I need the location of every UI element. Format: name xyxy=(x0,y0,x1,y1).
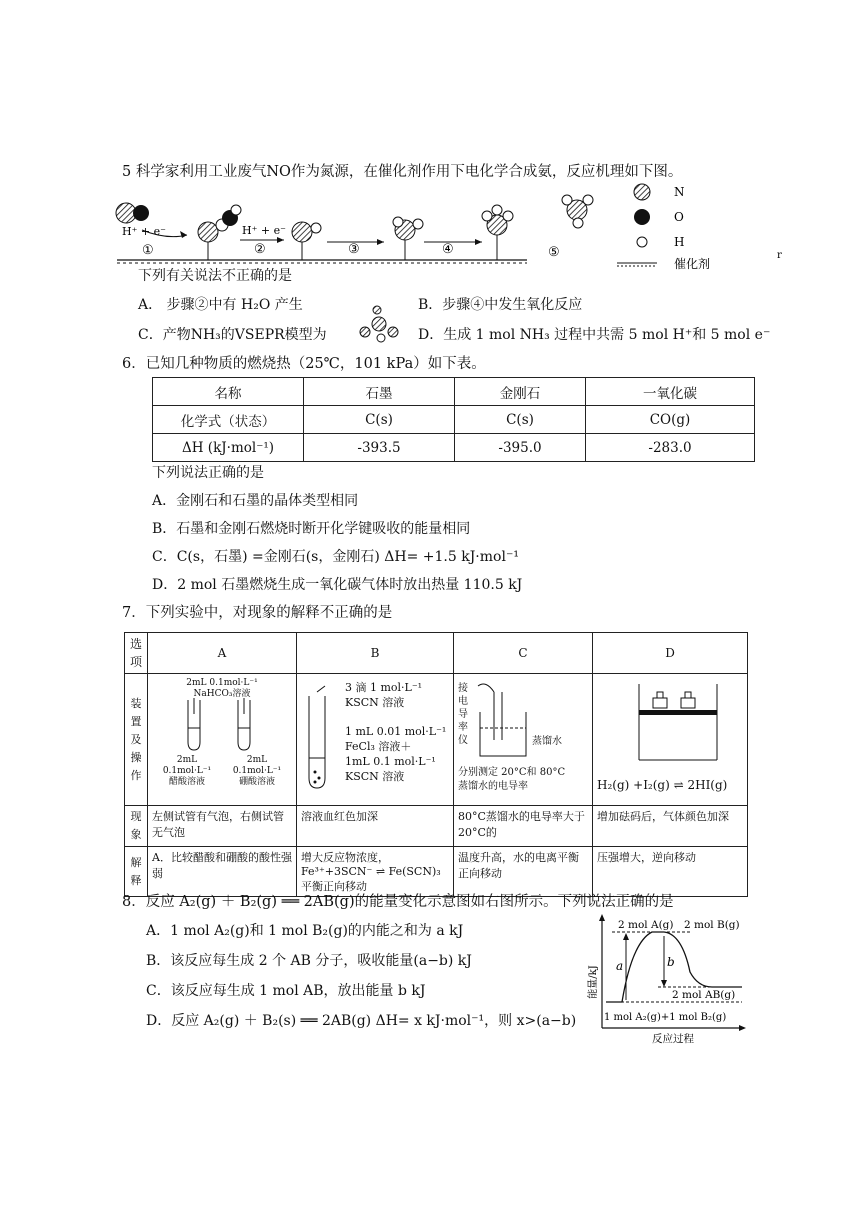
b-line1: 3 滴 1 mol·L⁻¹ xyxy=(345,681,423,694)
q5-option-a: A． 步骤②中有 H₂O 产生 xyxy=(138,297,303,313)
beaker-figure xyxy=(474,682,538,762)
legend-h: H xyxy=(674,235,685,249)
q5-stem: 5 科学家利用工业废气NO作为氮源，在催化剂作用下电化学合成氨，反应机理如下图。 xyxy=(122,164,683,180)
legend-n: N xyxy=(674,185,685,199)
table-cell: C(s) xyxy=(304,406,455,434)
table-cell: 名称 xyxy=(153,378,304,406)
q5-option-c: C．产物NH₃的VSEPR模型为 xyxy=(138,327,327,343)
table-row xyxy=(125,633,748,674)
q8-option-c: C．该反应每生成 1 mol AB，放出能量 b kJ xyxy=(146,983,426,999)
piston-figure xyxy=(635,680,721,762)
a-top-label: 2mL 0.1mol·L⁻¹ xyxy=(186,678,258,688)
table-cell: -393.5 xyxy=(304,434,455,462)
step5-num: ⑤ xyxy=(548,245,560,260)
table-cell: 化学式（状态） xyxy=(153,406,304,434)
q6-option-c: C．C(s，石墨) =金刚石(s，金刚石) ΔH= +1.5 kJ·mol⁻¹ xyxy=(152,549,519,565)
b-line4: FeCl₃ 溶液＋ xyxy=(345,740,412,753)
c-text1: 分别测定 20°C和 80°C xyxy=(458,767,566,778)
phenomenon-b: 溶液血红色加深 xyxy=(297,806,454,847)
table-row xyxy=(125,674,748,806)
step2-num: ② xyxy=(254,242,266,257)
c-label: 接电导率仪 xyxy=(458,683,468,746)
table-cell: -395.0 xyxy=(455,434,586,462)
table-cell: CO(g) xyxy=(586,406,755,434)
b-line6: KSCN 溶液 xyxy=(345,770,405,783)
table-cell: D xyxy=(593,633,748,674)
b-line5: 1mL 0.1 mol·L⁻¹ xyxy=(345,755,436,768)
a-top-label2: NaHCO₃溶液 xyxy=(193,689,251,699)
step4-num: ④ xyxy=(442,242,454,257)
table-cell: C(s) xyxy=(455,406,586,434)
table-cell: -283.0 xyxy=(586,434,755,462)
table-cell: 金刚石 xyxy=(455,378,586,406)
q6-combustion-table xyxy=(152,377,755,462)
q6-stem: 6．已知几种物质的燃烧热（25℃，101 kPa）如下表。 xyxy=(122,356,486,372)
table-cell: 石墨 xyxy=(304,378,455,406)
table-row xyxy=(153,434,755,462)
o-atom xyxy=(133,205,149,221)
label-a: a xyxy=(616,959,624,973)
row-label-explain: 解释 xyxy=(125,847,148,897)
row-label-phenomenon: 现象 xyxy=(125,806,148,847)
explain-a: A．比较醋酸和硼酸的酸性强弱 xyxy=(148,847,297,897)
cell-c-device xyxy=(454,674,593,806)
a-right-1: 2mL xyxy=(246,755,268,765)
q5-mechanism-figure xyxy=(112,180,802,275)
table-cell: 选项 xyxy=(125,633,148,674)
table-row xyxy=(153,378,755,406)
label-react: 1 mol A₂(g)+1 mol B₂(g) xyxy=(604,1012,727,1023)
q6-option-a: A．金刚石和石墨的晶体类型相同 xyxy=(152,493,359,509)
legend-catalyst: 催化剂 xyxy=(674,257,711,271)
q5-question: 下列有关说法不正确的是 xyxy=(138,268,292,284)
q6-option-d: D．2 mol 石墨燃烧生成一氧化碳气体时放出热量 110.5 kJ xyxy=(152,577,523,593)
legend-h-icon xyxy=(637,237,647,247)
q6-option-b: B．石墨和金刚石燃烧时断开化学键吸收的能量相同 xyxy=(152,521,471,537)
cell-a-device xyxy=(148,674,297,806)
d-equation: H₂(g) +I₂(g) ⇌ 2HI(g) xyxy=(597,778,728,792)
c-water: 蒸馏水 xyxy=(532,736,562,747)
vsepr-model-icon xyxy=(355,304,403,344)
q7-stem: 7．下列实验中，对现象的解释不正确的是 xyxy=(122,605,393,621)
phenomenon-c: 80°C蒸馏水的电导率大于 20°C的 xyxy=(454,806,593,847)
a-left-3: 醋酸溶液 xyxy=(168,777,205,787)
b-line3: 1 mL 0.01 mol·L⁻¹ xyxy=(345,725,447,738)
q8-option-a: A．1 mol A₂(g)和 1 mol B₂(g)的内能之和为 a kJ xyxy=(146,923,464,939)
cell-b-device xyxy=(297,674,454,806)
q8-option-b: B．该反应每生成 2 个 AB 分子，吸收能量(a−b) kJ xyxy=(146,953,472,969)
phenomenon-a: 左侧试管有气泡，右侧试管无气泡 xyxy=(148,806,297,847)
explain-b: 增大反应物浓度，Fe³⁺+3SCN⁻ ⇌ Fe(SCN)₃ 平衡正向移动 xyxy=(297,847,454,897)
label-top-left: 2 mol A(g) xyxy=(618,919,674,931)
legend-o-icon xyxy=(634,209,650,225)
a-left-1: 2mL xyxy=(176,755,198,765)
table-row xyxy=(125,847,748,897)
label-top-right: 2 mol B(g) xyxy=(684,919,740,931)
table-cell: 一氧化碳 xyxy=(586,378,755,406)
step3-num: ③ xyxy=(348,242,360,257)
cell-d-device xyxy=(593,674,748,806)
q5-option-b: B．步骤④中发生氧化反应 xyxy=(418,297,583,313)
step1-num: ① xyxy=(142,243,154,258)
phenomenon-d: 增加砝码后，气体颜色加深 xyxy=(593,806,748,847)
q8-stem: 8．反应 A₂(g) ＋ B₂(g) ══ 2AB(g)的能量变化示意图如右图所示。下列说法正确的是 xyxy=(122,894,674,910)
energy-ylabel: 能量/kJ xyxy=(588,965,599,999)
legend-o: O xyxy=(674,210,684,224)
table-cell: ΔH (kJ·mol⁻¹) xyxy=(153,434,304,462)
test-tube-b-figure xyxy=(305,692,329,792)
test-tubes-figure xyxy=(152,700,282,752)
table-cell: C xyxy=(454,633,593,674)
table-row xyxy=(153,406,755,434)
step1-label: H⁺ + e⁻ xyxy=(122,225,166,238)
legend-n-icon xyxy=(634,184,650,200)
q8-option-d: D．反应 A₂(g) ＋ B₂(s) ══ 2AB(g) ΔH= x kJ·mol⁻¹，则 x>(a−b) xyxy=(146,1013,577,1029)
table-row xyxy=(125,806,748,847)
label-prod: 2 mol AB(g) xyxy=(672,989,736,1001)
b-line2: KSCN 溶液 xyxy=(345,696,405,709)
a-right-3: 硼酸溶液 xyxy=(238,777,275,787)
c-text2: 蒸馏水的电导率 xyxy=(458,781,528,792)
q5-option-d: D．生成 1 mol NH₃ 过程中共需 5 mol H⁺和 5 mol e⁻ xyxy=(418,327,771,343)
q7-experiment-table xyxy=(124,632,748,897)
a-left-2: 0.1mol·L⁻¹ xyxy=(162,766,212,776)
row-label-device: 装置及操作 xyxy=(125,674,148,806)
label-b: b xyxy=(667,955,675,969)
table-cell: B xyxy=(297,633,454,674)
a-right-2: 0.1mol·L⁻¹ xyxy=(232,766,282,776)
explain-d: 压强增大，逆向移动 xyxy=(593,847,748,897)
table-cell: A xyxy=(148,633,297,674)
legend-edge: r xyxy=(777,250,782,261)
q6-question: 下列说法正确的是 xyxy=(152,465,264,481)
step2-label: H⁺ + e⁻ xyxy=(242,224,286,237)
energy-diagram xyxy=(588,912,752,1045)
energy-xlabel: 反应过程 xyxy=(652,1033,694,1045)
explain-c: 温度升高，水的电离平衡正向移动 xyxy=(454,847,593,897)
